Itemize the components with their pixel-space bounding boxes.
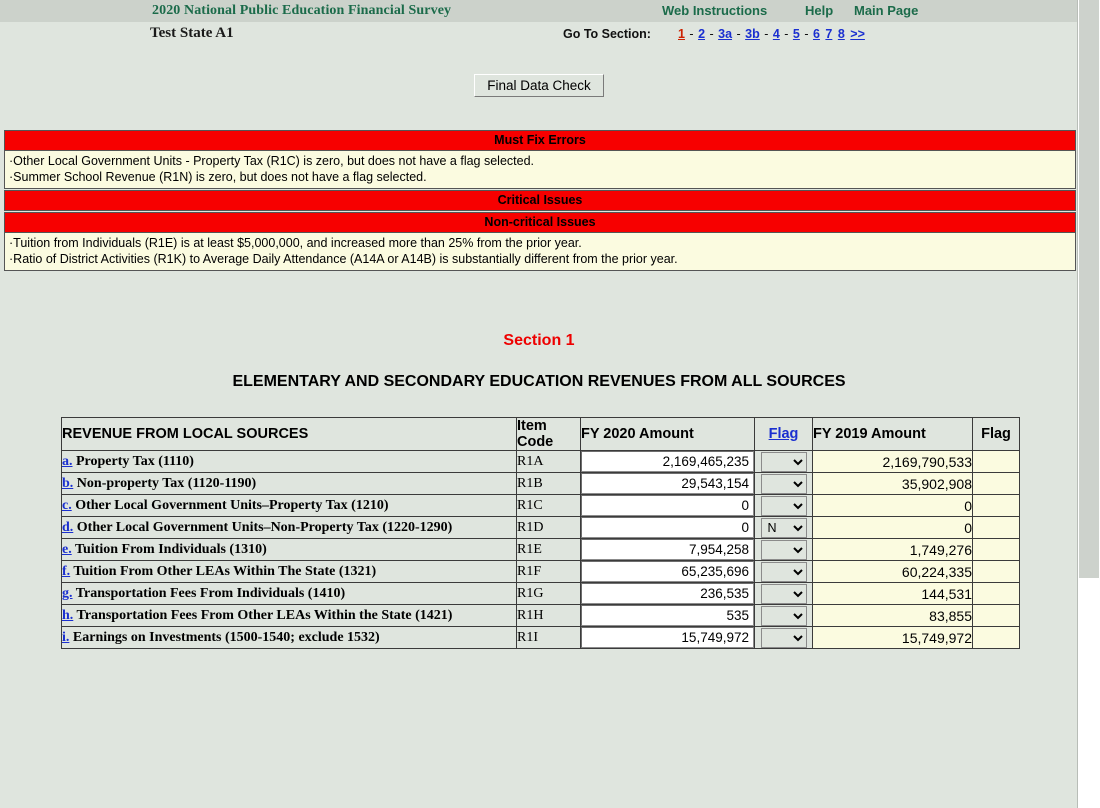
- row-letter-link[interactable]: i.: [62, 630, 70, 645]
- noncritical-item: ·Ratio of District Activities (R1K) to Average Daily Attendance (A14A or A14B) is substantially different from the prior year.: [9, 252, 678, 266]
- critical-issues-header: Critical Issues: [4, 190, 1076, 211]
- row-description: [62, 517, 517, 539]
- revenue-table-wrap: [61, 417, 1019, 649]
- row-prior-amount: 15,749,972: [813, 627, 973, 649]
- row-amount-cell: [581, 517, 755, 539]
- scrollbar-thumb[interactable]: [1079, 0, 1099, 578]
- state-row-left-pad: [0, 22, 144, 46]
- main-page-link[interactable]: Main Page: [854, 3, 919, 18]
- row-prior-flag: [973, 627, 1020, 649]
- goto-section-4[interactable]: 4: [772, 27, 780, 41]
- flag-select[interactable]: [761, 518, 807, 538]
- header-item-code: Item Code: [517, 418, 581, 451]
- amount-input[interactable]: [581, 605, 754, 626]
- flag-select[interactable]: [761, 540, 807, 560]
- goto-section-7[interactable]: 7: [825, 27, 833, 41]
- section-label: Section 1: [503, 332, 575, 349]
- row-prior-amount: 2,169,790,533: [813, 451, 973, 473]
- row-description: [62, 605, 517, 627]
- validation-panels: [4, 130, 1076, 271]
- goto-section-2[interactable]: 2: [698, 27, 706, 41]
- table-row: [62, 561, 1020, 583]
- row-description: [62, 451, 517, 473]
- flag-select[interactable]: [761, 474, 807, 494]
- table-row: [62, 517, 1020, 539]
- amount-input[interactable]: [581, 627, 754, 648]
- flag-select[interactable]: [761, 562, 807, 582]
- row-description: [62, 473, 517, 495]
- amount-input[interactable]: [581, 583, 754, 604]
- row-amount-cell: [581, 473, 755, 495]
- flag-select[interactable]: [761, 584, 807, 604]
- table-row: [62, 495, 1020, 517]
- row-prior-flag: [973, 473, 1020, 495]
- row-item-code: R1A: [517, 451, 581, 473]
- goto-section-1[interactable]: 1: [678, 27, 685, 41]
- row-item-code: R1B: [517, 473, 581, 495]
- row-letter-link[interactable]: f.: [62, 564, 71, 579]
- goto-section-3b[interactable]: 3b: [745, 27, 760, 41]
- row-label: Non-property Tax (1120-1190): [76, 476, 257, 491]
- row-amount-cell: [581, 561, 755, 583]
- row-label: Tuition From Other LEAs Within The State (1321): [73, 564, 377, 579]
- header-flag: [755, 418, 813, 451]
- row-flag-cell: [755, 517, 813, 539]
- goto-section-next[interactable]: >>: [850, 27, 865, 41]
- row-item-code: R1F: [517, 561, 581, 583]
- row-prior-flag: [973, 451, 1020, 473]
- goto-section-3a[interactable]: 3a: [718, 27, 733, 41]
- noncritical-issues-header: Non-critical Issues: [4, 212, 1076, 233]
- amount-input[interactable]: [581, 539, 754, 560]
- row-amount-cell: [581, 451, 755, 473]
- banner-left-pad: [0, 0, 144, 22]
- row-flag-cell: [755, 451, 813, 473]
- row-prior-amount: 0: [813, 495, 973, 517]
- banner-strip: [144, 0, 1078, 22]
- row-item-code: R1C: [517, 495, 581, 517]
- row-item-code: R1E: [517, 539, 581, 561]
- row-description: [62, 495, 517, 517]
- page-title: ELEMENTARY AND SECONDARY EDUCATION REVENUES FROM ALL SOURCES: [232, 373, 846, 390]
- row-flag-cell: [755, 561, 813, 583]
- row-amount-cell: [581, 605, 755, 627]
- amount-input[interactable]: [581, 451, 754, 472]
- flag-select[interactable]: [761, 496, 807, 516]
- row-prior-amount: 60,224,335: [813, 561, 973, 583]
- must-fix-errors-list: [4, 151, 1076, 189]
- row-prior-flag: [973, 561, 1020, 583]
- amount-input[interactable]: [581, 473, 754, 494]
- row-label: Earnings on Investments (1500-1540; exclude 1532): [72, 630, 380, 645]
- row-amount-cell: [581, 495, 755, 517]
- row-description: [62, 627, 517, 649]
- header-fy2020-amount: FY 2020 Amount: [581, 418, 755, 451]
- row-flag-cell: [755, 473, 813, 495]
- survey-title: 2020 National Public Education Financial Survey: [152, 3, 452, 18]
- row-prior-flag: [973, 605, 1020, 627]
- amount-input[interactable]: [581, 517, 754, 538]
- row-amount-cell: [581, 627, 755, 649]
- goto-section-5[interactable]: 5: [792, 27, 800, 41]
- row-flag-cell: [755, 627, 813, 649]
- table-row: [62, 583, 1020, 605]
- row-description: [62, 539, 517, 561]
- row-prior-amount: 35,902,908: [813, 473, 973, 495]
- row-letter-link[interactable]: b.: [62, 476, 74, 491]
- row-description: [62, 561, 517, 583]
- goto-section-6[interactable]: 6: [812, 27, 820, 41]
- row-item-code: R1D: [517, 517, 581, 539]
- table-row: [62, 627, 1020, 649]
- header-fy2019-amount: FY 2019 Amount: [813, 418, 973, 451]
- must-fix-item: ·Summer School Revenue (R1N) is zero, but does not have a flag selected.: [9, 170, 427, 184]
- must-fix-item: ·Other Local Government Units - Property Tax (R1C) is zero, but does not have a flag selected.: [9, 154, 535, 168]
- help-link[interactable]: Help: [805, 3, 834, 18]
- row-description: [62, 583, 517, 605]
- row-item-code: R1H: [517, 605, 581, 627]
- flag-select[interactable]: [761, 606, 807, 626]
- web-instructions-link[interactable]: Web Instructions: [662, 3, 768, 18]
- noncritical-item: ·Tuition from Individuals (R1E) is at least $5,000,000, and increased more than 25% from the prior year.: [9, 236, 582, 250]
- row-letter-link[interactable]: a.: [62, 454, 73, 469]
- row-prior-amount: 83,855: [813, 605, 973, 627]
- header-description: REVENUE FROM LOCAL SOURCES: [62, 418, 517, 451]
- amount-input[interactable]: [581, 561, 754, 582]
- row-letter-link[interactable]: d.: [62, 520, 74, 535]
- flag-select[interactable]: [761, 628, 807, 648]
- flag-help-link[interactable]: Flag: [768, 426, 799, 442]
- table-row: [62, 605, 1020, 627]
- row-item-code: R1I: [517, 627, 581, 649]
- goto-section-label: Go To Section:: [563, 27, 651, 41]
- row-item-code: R1G: [517, 583, 581, 605]
- row-letter-link[interactable]: e.: [62, 542, 72, 557]
- top-banner: [0, 0, 1100, 22]
- row-label: Other Local Government Units–Non-Property Tax (1220-1290): [76, 520, 453, 535]
- noncritical-issues-list: [4, 233, 1076, 271]
- must-fix-errors-header: Must Fix Errors: [4, 130, 1076, 151]
- table-row: [62, 451, 1020, 473]
- row-label: Other Local Government Units–Property Tax (1210): [75, 498, 389, 513]
- row-flag-cell: [755, 539, 813, 561]
- revenue-table: [61, 417, 1020, 649]
- row-letter-link[interactable]: h.: [62, 608, 74, 623]
- amount-input[interactable]: [581, 495, 754, 516]
- row-flag-cell: [755, 495, 813, 517]
- table-row: [62, 539, 1020, 561]
- row-label: Tuition From Individuals (1310): [74, 542, 267, 557]
- row-prior-amount: 144,531: [813, 583, 973, 605]
- row-prior-flag: [973, 517, 1020, 539]
- row-flag-cell: [755, 605, 813, 627]
- final-data-check-button[interactable]: Final Data Check: [474, 74, 604, 97]
- state-name: Test State A1: [150, 25, 234, 41]
- table-row: [62, 473, 1020, 495]
- row-label: Transportation Fees From Individuals (1410): [75, 586, 346, 601]
- revenue-table-body: [62, 451, 1020, 649]
- goto-section-links: 1 - 2 - 3a - 3b - 4 - 5 - 6 7 8 >>: [678, 27, 865, 41]
- row-label: Property Tax (1110): [76, 454, 194, 469]
- row-amount-cell: [581, 539, 755, 561]
- final-data-check-wrap: [0, 74, 1078, 97]
- scrollbar-track[interactable]: [1077, 0, 1100, 808]
- header-prior-flag: Flag: [973, 418, 1020, 451]
- row-prior-flag: [973, 583, 1020, 605]
- row-letter-link[interactable]: c.: [62, 498, 72, 513]
- goto-section-8[interactable]: 8: [837, 27, 845, 41]
- row-prior-amount: 1,749,276: [813, 539, 973, 561]
- row-letter-link[interactable]: g.: [62, 586, 73, 601]
- row-prior-flag: [973, 539, 1020, 561]
- state-row: [0, 22, 1100, 46]
- table-header-row: [62, 418, 1020, 451]
- row-flag-cell: [755, 583, 813, 605]
- row-prior-flag: [973, 495, 1020, 517]
- flag-select[interactable]: [761, 452, 807, 472]
- row-label: Transportation Fees From Other LEAs Within the State (1421): [76, 608, 453, 623]
- row-amount-cell: [581, 583, 755, 605]
- row-prior-amount: 0: [813, 517, 973, 539]
